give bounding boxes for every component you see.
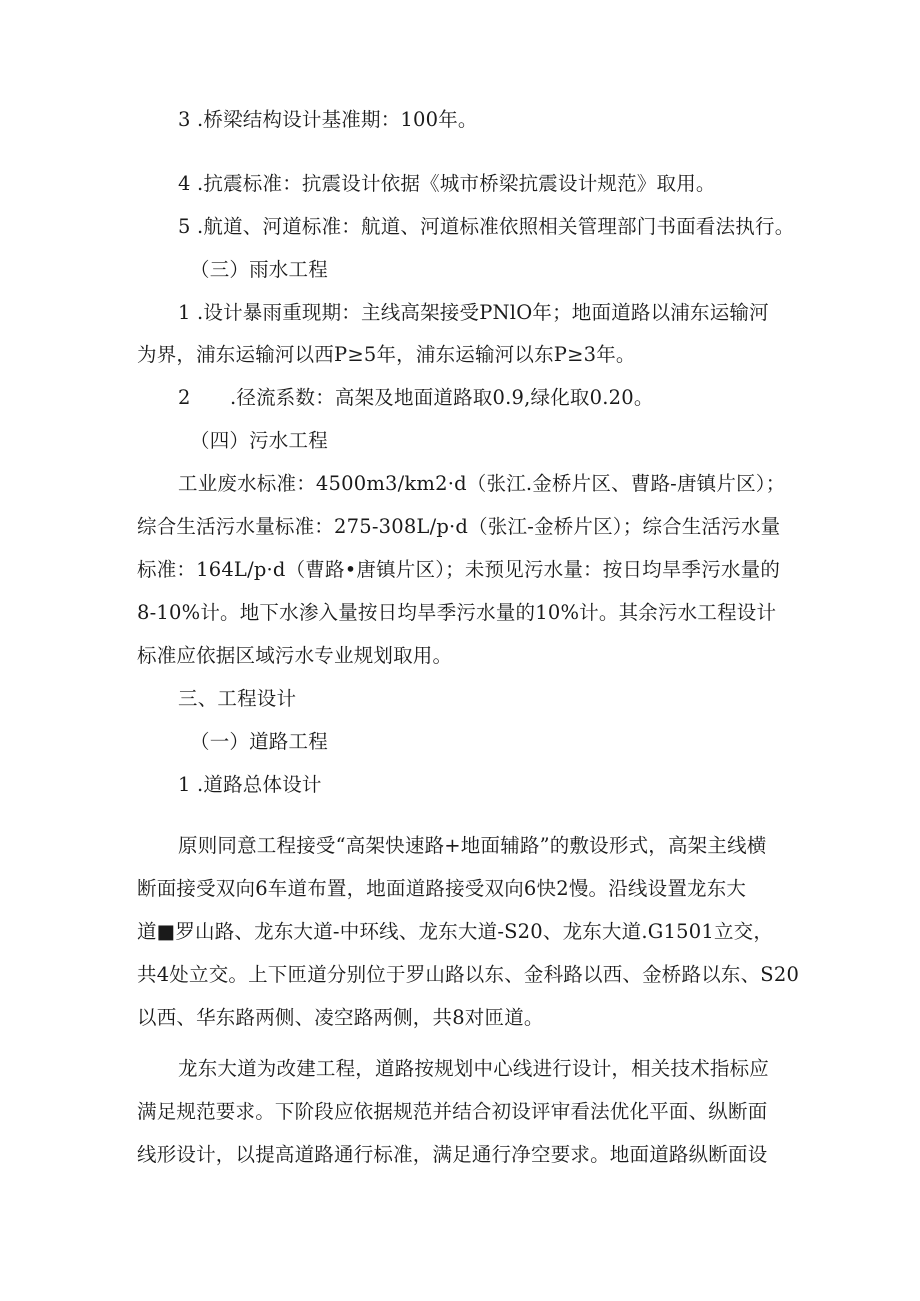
section-heading-stormwater: （三）雨水工程 [190, 258, 328, 281]
rainstorm-return-period-line-2: 为界，浦东运输河以西P≥5年，浦东运输河以东P≥3年。 [137, 343, 636, 366]
section-heading-sewage: （四）污水工程 [190, 429, 328, 452]
section-heading-road: （一）道路工程 [190, 730, 328, 753]
road-overall-paragraph-line-5: 以西、华东路两侧、凌空路两侧，共8对匝道。 [137, 1006, 544, 1029]
sewage-paragraph-line-4: 8-10%计。地下水渗入量按日均旱季污水量的10%计。其余污水工程设计 [137, 601, 777, 624]
rainstorm-return-period-line-1: 1 .设计暴雨重现期：主线高架接受PNlO年；地面道路以浦东运输河 [178, 301, 769, 324]
reconstruction-paragraph-line-3: 线形设计，以提高道路通行标准，满足通行净空要求。地面道路纵断面设 [137, 1143, 768, 1166]
road-overall-paragraph-line-2: 断面接受双向6车道布置，地面道路接受双向6快2慢。沿线设置龙东大 [137, 877, 747, 900]
seismic-standard-item: 4 .抗震标准：抗震设计依据《城市桥梁抗震设计规范》取用。 [178, 172, 716, 195]
road-overall-paragraph-line-3: 道■罗山路、龙东大道-中环线、龙东大道-S20、龙东大道.G1501立交， [137, 920, 774, 943]
road-overall-paragraph-line-1: 原则同意工程接受“高架快速路+地面辅路”的敷设形式，高架主线横 [178, 834, 767, 857]
runoff-coefficient-item: 2 .径流系数：高架及地面道路取0.9,绿化取0.20。 [178, 386, 654, 409]
sewage-paragraph-line-5: 标准应依据区域污水专业规划取用。 [137, 644, 453, 667]
road-overall-paragraph-line-4: 共4处立交。上下匝道分别位于罗山路以东、金科路以西、金桥路以东、S20 [137, 963, 800, 986]
sewage-paragraph-line-3: 标准：164L/p·d（曹路•唐镇片区）；未预见污水量：按日均旱季污水量的 [137, 558, 781, 581]
subsection-heading-road-overall: 1 .道路总体设计 [178, 773, 322, 796]
sewage-paragraph-line-1: 工业废水标准：4500m3/km2·d（张江.金桥片区、曹路-唐镇片区）； [178, 472, 786, 495]
sewage-paragraph-line-2: 综合生活污水量标准：275-308L/p·d（张江-金桥片区）；综合生活污水量 [137, 515, 781, 538]
waterway-standard-item: 5 .航道、河道标准：航道、河道标准依照相关管理部门书面看法执行。 [178, 215, 795, 238]
bridge-design-period-item: 3 .桥梁结构设计基准期：100年。 [178, 108, 478, 131]
reconstruction-paragraph-line-2: 满足规范要求。下阶段应依据规范并结合初设评审看法优化平面、纵断面 [137, 1100, 768, 1123]
reconstruction-paragraph-line-1: 龙东大道为改建工程，道路按规划中心线进行设计，相关技术指标应 [178, 1057, 770, 1080]
chapter-heading-engineering-design: 三、工程设计 [178, 687, 297, 710]
